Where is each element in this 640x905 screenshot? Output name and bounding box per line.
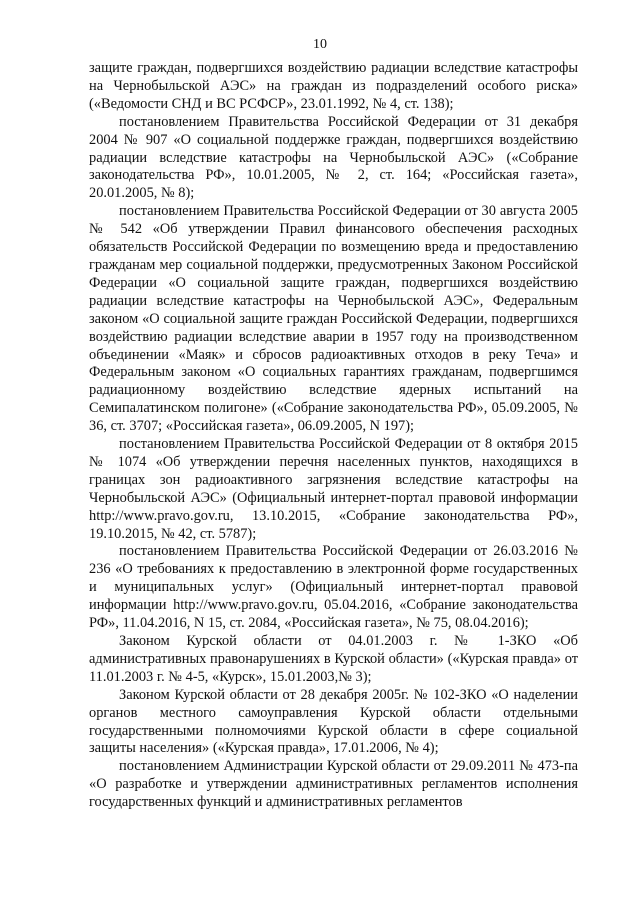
paragraph-kursk-law-1-zko: Законом Курской области от 04.01.2003 г. № 1-ЗКО «Об административных правонарушениях в Курской области» («Курская правда» от 11.01.2003 г. № 4-5, «Курск», 15.01.2003,№ 3); [89,633,578,685]
paragraph-resolution-2016-236: постановлением Правительства Российской Федерации от 26.03.2016 № 236 «О требованиях к предоставлению в электронной форме государственных и муниципальных услуг» (Официальный интернет-портал правовой информации http://www.pravo.gov.ru, 05.04.2016, «Собрание законодательства РФ», 11.04.2016, N 15, ст. 2084, «Российская газета», № 75, 08.04.2016); [89,543,578,632]
paragraph-kursk-resolution-473-pa: постановлением Администрации Курской области от 29.09.2011 № 473-па «О разработке и утверждении административных регламентов исполнения государственных функций и административных регламентов [89,758,578,811]
page-number: 10 [313,37,327,52]
paragraph-resolution-2004-907: постановлением Правительства Российской Федерации от 31 декабря 2004 № 907 «О социальной поддержке граждан, подвергшихся воздействию радиации вследствие катастрофы на Чернобыльской АЭС» («Собрание законодательства РФ», 10.01.2005, № 2, ст. 164; «Российская газета», 20.01.2005, № 8); [89,113,578,202]
paragraph-resolution-2015-1074: постановлением Правительства Российской Федерации от 8 октября 2015 № 1074 «Об утверждении перечня населенных пунктов, находящихся в границах зон радиоактивного загрязнения вследствие катастрофы на Чернобыльской АЭС» (Официальный интернет-портал правовой информации http://www.pravo.gov.ru, 13.10.2015, «Собрание законодательства РФ», 19.10.2015, № 42, ст. 5787); [89,436,578,542]
body-text [89,60,578,812]
paragraph-resolution-2005-542: постановлением Правительства Российской Федерации от 30 августа 2005 № 542 «Об утверждении Правил финансового обеспечения расходных обязательств Российской Федерации по возмещению вреда и предоставлению гражданам мер социальной поддержки, предусмотренных Законом Российской Федерации «О социальной защите граждан, подвергшихся воздействию радиации вследствие катастрофы на Чернобыльской АЭС», Федеральным законом «О социальной защите граждан Российской Федерации, подвергшихся воздействию радиации вследствие аварии в 1957 году на производственном объединении «Маяк» и сбросов радиоактивных отходов в реку Теча» и Федеральным законом «О социальных гарантиях гражданам, подвергшимся радиационному воздействию вследствие ядерных испытаний на Семипалатинском полигоне» («Собрание законодательства РФ», 05.09.2005, № 36, ст. 3707; «Российская газета», 06.09.2005, N 197); [89,203,578,435]
paragraph-kursk-law-102-zko: Законом Курской области от 28 декабря 2005г. № 102-ЗКО «О наделении органов местного самоуправления Курской области отдельными государственными полномочиями Курской области в сфере социальной защиты населения» («Курская правда», 17.01.2006, № 4); [89,686,578,757]
paragraph-continuation: защите граждан, подвергшихся воздействию радиации вследствие катастрофы на Чернобыльской АЭС» на граждан из подразделений особого риска» («Ведомости СНД и ВС РСФСР», 23.01.1992, № 4, ст. 138); [89,60,578,112]
